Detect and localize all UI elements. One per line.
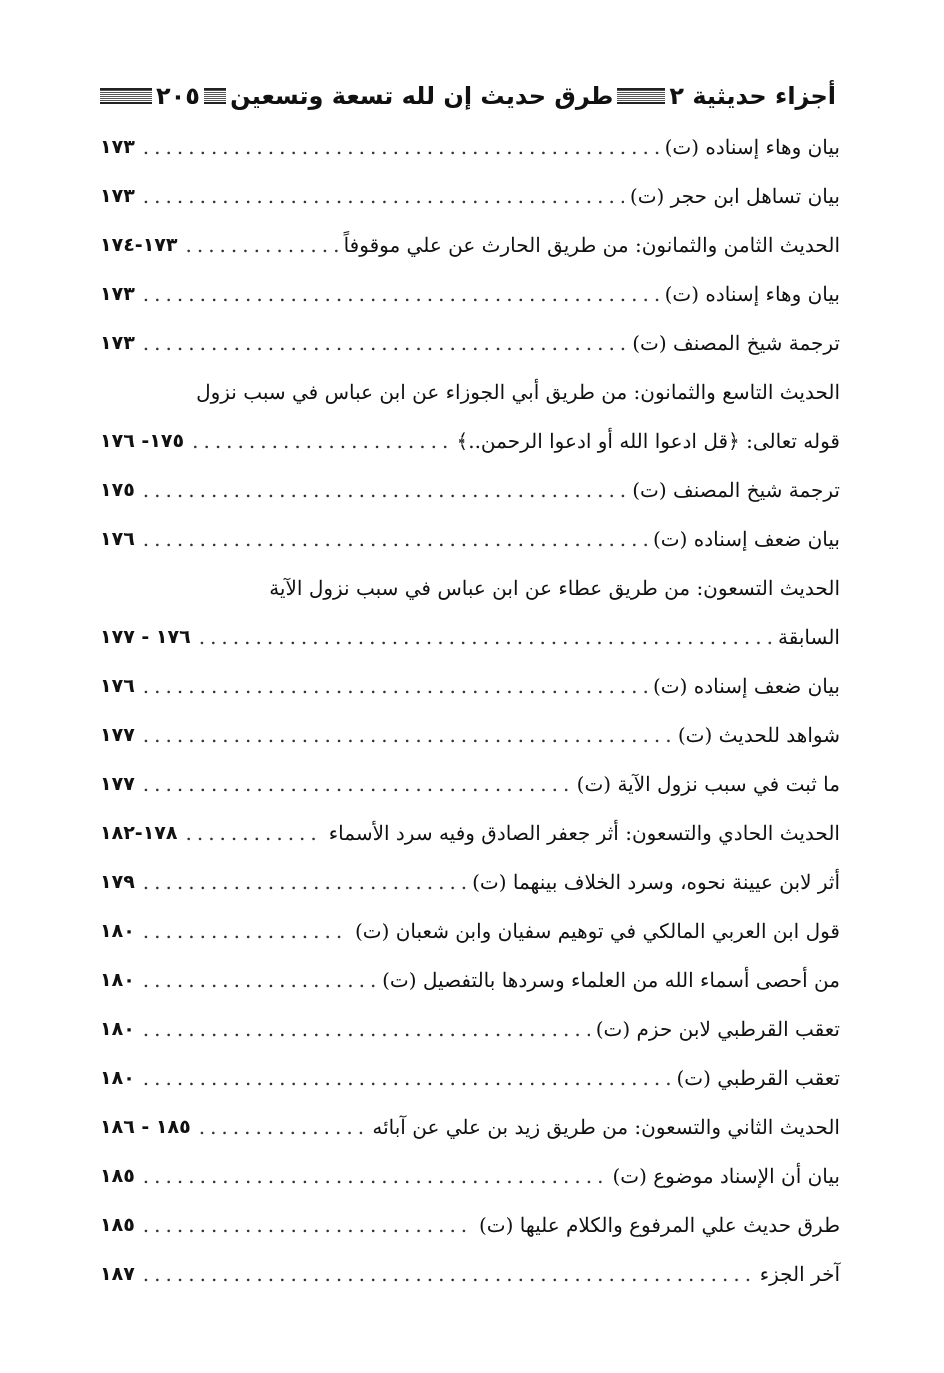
dot-leader [185, 233, 337, 257]
dot-leader [143, 282, 659, 306]
dot-leader [143, 1066, 671, 1090]
header-rule [100, 88, 152, 104]
entry-page: ١٧٣ [100, 184, 135, 207]
entry-page: ١٧٣ [100, 331, 135, 354]
dot-leader [185, 821, 322, 845]
toc-entry [100, 808, 840, 857]
dot-leader [143, 135, 659, 159]
entry-title: ترجمة شيخ المصنف (ت) [632, 330, 840, 355]
entry-title: ما ثبت في سبب نزول الآية (ت) [576, 771, 840, 796]
entry-page: ١٧٦ [100, 527, 135, 550]
entry-title: أثر لابن عيينة نحوه، وسرد الخلاف بينهما (ت) [472, 869, 840, 894]
toc-entry [100, 906, 840, 955]
entry-page: ١٨٥ [100, 1164, 135, 1187]
entry-page: ١٧٦ [100, 674, 135, 697]
dot-leader [143, 1213, 473, 1237]
entry-title: تعقب القرطبي لابن حزم (ت) [595, 1016, 840, 1041]
entry-title: بيان تساهل ابن حجر (ت) [629, 183, 840, 208]
dot-leader [143, 1017, 590, 1041]
entry-page: ١٧٩ [100, 870, 135, 893]
entry-page: ١٧٣-١٧٤ [100, 233, 178, 256]
toc-entry [100, 1200, 840, 1249]
dot-leader [143, 723, 672, 747]
toc-entry [100, 1249, 840, 1298]
dot-leader [199, 625, 772, 649]
entry-title: بيان ضعف إسناده (ت) [652, 526, 840, 551]
entry-page: ١٧٥ [100, 478, 135, 501]
entry-page: ١٨٠ [100, 1066, 135, 1089]
toc-entry [100, 1004, 840, 1053]
entry-title: السابقة [778, 624, 840, 649]
entry-title: الحديث الثاني والتسعون: من طريق زيد بن علي عن آبائه [372, 1114, 840, 1139]
section-title: طرق حديث إن لله تسعة وتسعين [230, 82, 614, 110]
header-rule [204, 88, 226, 104]
header-rule [617, 88, 665, 104]
toc-entry [100, 465, 840, 514]
entry-title: الحديث التاسع والثمانون: من طريق أبي الجوزاء عن ابن عباس في سبب نزول [196, 379, 840, 404]
toc-entry [100, 416, 840, 465]
entry-page: ١٧٨-١٨٢ [100, 821, 178, 844]
toc-entry [100, 759, 840, 808]
entry-page: ١٧٥- ١٧٦ [100, 429, 185, 452]
entry-page: ١٧٣ [100, 282, 135, 305]
entry-title: قول ابن العربي المالكي في توهيم سفيان وابن شعبان (ت) [354, 918, 840, 943]
dot-leader [192, 429, 450, 453]
entry-title: تعقب القرطبي (ت) [676, 1065, 840, 1090]
entry-page: ١٧٦ - ١٧٧ [100, 625, 191, 648]
toc-entry [100, 171, 840, 220]
entry-title: الحديث التسعون: من طريق عطاء عن ابن عباس في سبب نزول الآية [269, 575, 840, 600]
entry-title: ترجمة شيخ المصنف (ت) [632, 477, 840, 502]
entry-title: طرق حديث علي المرفوع والكلام عليها (ت) [479, 1212, 840, 1237]
entry-title: الحديث الثامن والثمانون: من طريق الحارث عن علي موقوفاً [343, 232, 840, 257]
running-header [100, 74, 840, 118]
entry-page: ١٧٣ [100, 135, 135, 158]
entry-page: ١٨٥ - ١٨٦ [100, 1115, 191, 1138]
entry-title: بيان ضعف إسناده (ت) [652, 673, 840, 698]
dot-leader [143, 919, 349, 943]
table-of-contents [100, 122, 840, 1298]
dot-leader [143, 527, 647, 551]
dot-leader [143, 870, 466, 894]
entry-title: الحديث الحادي والتسعون: أثر جعفر الصادق وفيه سرد الأسماء [328, 820, 840, 845]
entry-title: بيان وهاء إسناده (ت) [664, 134, 840, 159]
dot-leader [143, 331, 626, 355]
dot-leader [143, 184, 624, 208]
toc-entry [100, 367, 840, 416]
entry-title: بيان أن الإسناد موضوع (ت) [612, 1163, 840, 1188]
entry-page: ١٨٠ [100, 919, 135, 942]
toc-entry [100, 857, 840, 906]
entry-page: ١٧٧ [100, 772, 135, 795]
dot-leader [199, 1115, 367, 1139]
book-title: أجزاء حديثية ٢ [669, 82, 836, 110]
dot-leader [143, 968, 376, 992]
dot-leader [143, 478, 626, 502]
entry-page: ١٨٠ [100, 968, 135, 991]
entry-page: ١٨٠ [100, 1017, 135, 1040]
entry-title: آخر الجزء [759, 1261, 840, 1286]
toc-entry [100, 514, 840, 563]
toc-entry [100, 563, 840, 612]
dot-leader [143, 1262, 754, 1286]
entry-page: ١٨٧ [100, 1262, 135, 1285]
toc-entry [100, 318, 840, 367]
entry-title: بيان وهاء إسناده (ت) [664, 281, 840, 306]
entry-page: ١٨٥ [100, 1213, 135, 1236]
toc-entry [100, 612, 840, 661]
dot-leader [143, 674, 647, 698]
toc-entry [100, 1151, 840, 1200]
entry-title: من أحصى أسماء الله من العلماء وسردها بالتفصيل (ت) [382, 967, 840, 992]
page-number: ٢٠٥ [156, 82, 200, 110]
entry-title: قوله تعالى: ﴿قل ادعوا الله أو ادعوا الرحمن..﴾ [456, 428, 840, 453]
dot-leader [143, 772, 571, 796]
toc-entry [100, 661, 840, 710]
toc-entry [100, 1053, 840, 1102]
toc-entry [100, 955, 840, 1004]
entry-page: ١٧٧ [100, 723, 135, 746]
entry-title: شواهد للحديث (ت) [677, 722, 840, 747]
toc-entry [100, 1102, 840, 1151]
toc-entry [100, 122, 840, 171]
toc-entry [100, 220, 840, 269]
toc-entry [100, 710, 840, 759]
toc-entry [100, 269, 840, 318]
dot-leader [143, 1164, 607, 1188]
